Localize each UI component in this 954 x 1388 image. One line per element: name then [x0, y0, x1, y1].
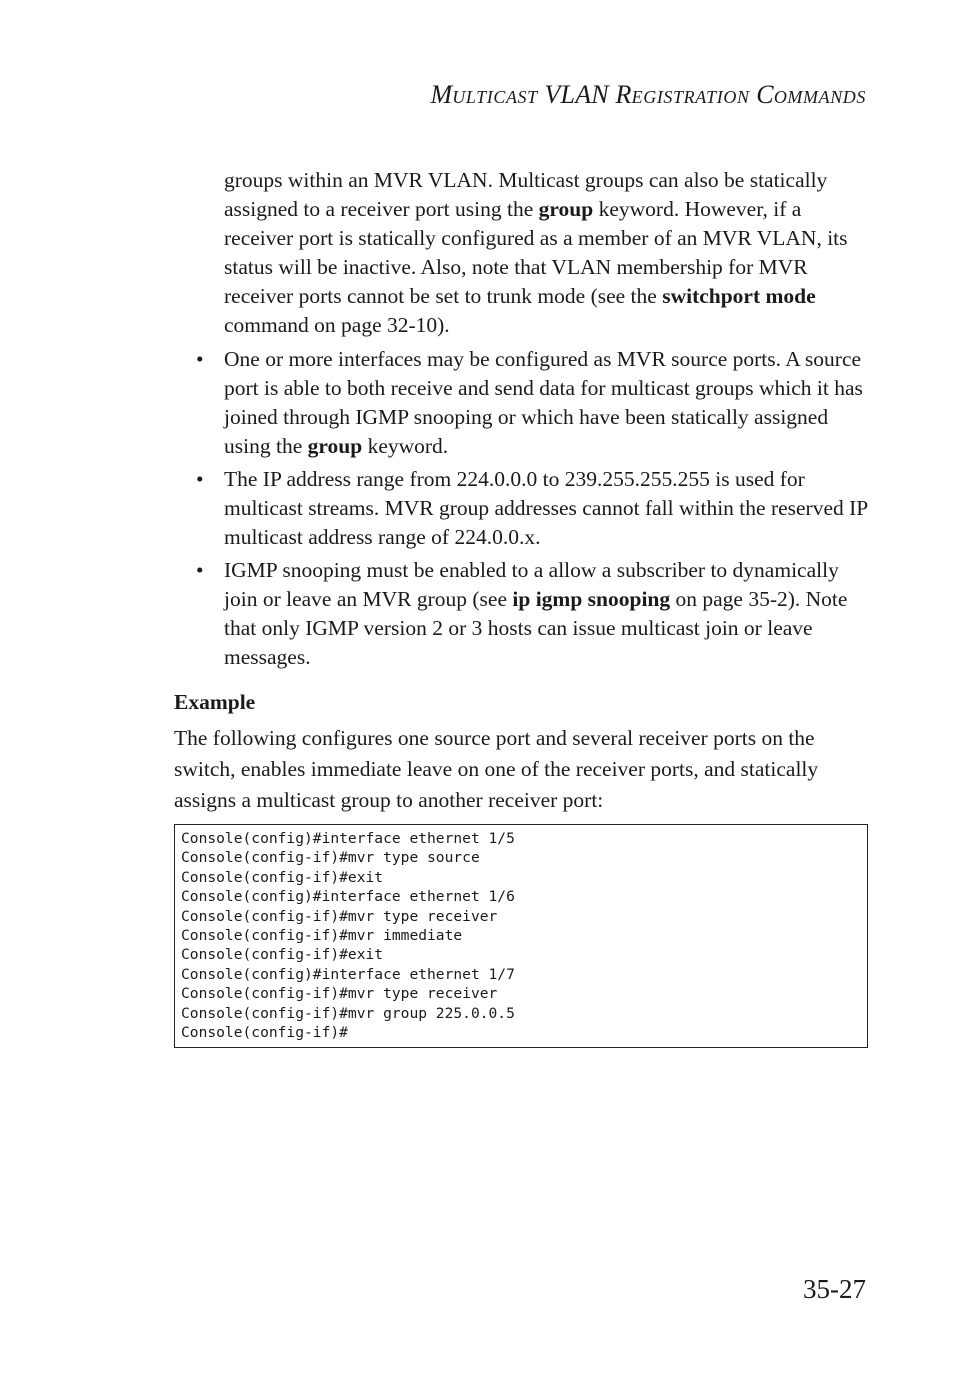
text-run: One or more interfaces may be configured as MVR source ports. A source port is able to both receive and send data for multicast groups which it has joined through IGMP snooping or which have been statically assigned using the — [224, 347, 863, 458]
keyword-text: group — [538, 197, 594, 221]
header-title-part: EGISTRATION — [631, 87, 750, 107]
code-line: Console(config-if)#mvr group 225.0.0.5 — [181, 1004, 515, 1022]
text-run: The IP address range from 224.0.0.0 to 239.255.255.255 is used for multicast streams. MVR group addresses cannot fall within the reserved IP multicast address range of 224.0.0.x. — [224, 467, 868, 549]
continuation-paragraph — [224, 166, 874, 340]
header-title-part: M — [430, 80, 453, 109]
code-line: Console(config-if)#mvr type source — [181, 849, 480, 867]
code-line: Console(config-if)#mvr immediate — [181, 927, 463, 945]
text-run: keyword. — [362, 434, 449, 458]
keyword-text: switchport mode — [662, 284, 816, 308]
header-title-part: C — [749, 80, 774, 109]
running-header — [430, 80, 866, 110]
text-run: on page 35-2). Note that only IGMP version 2 or 3 hosts can issue multicast join or leave messages. — [224, 587, 848, 669]
header-title-part: R — [615, 80, 632, 109]
header-title-part: VLAN — [537, 80, 616, 109]
code-line: Console(config)#interface ethernet 1/7 — [181, 965, 515, 983]
page-content — [174, 166, 874, 1048]
page-number: 35-27 — [803, 1274, 866, 1304]
bullet-item — [174, 345, 874, 461]
text-run: command on page 32-10). — [224, 313, 450, 337]
code-example-box — [174, 824, 868, 1048]
bullet-marker: • — [196, 467, 204, 491]
code-line: Console(config)#interface ethernet 1/6 — [181, 888, 515, 906]
code-line: Console(config)#interface ethernet 1/5 — [181, 830, 515, 847]
code-line: Console(config-if)#exit — [181, 946, 384, 964]
code-line: Console(config-if)#mvr type receiver — [181, 907, 498, 925]
bullet-item — [174, 465, 874, 552]
bullet-marker: • — [196, 558, 204, 582]
text-run: keyword. However, if a receiver port is statically configured as a member of an MVR VLAN, its status will be inactive. Also, note that VLAN membership for MVR receiver ports cannot be set to trunk mode (see the — [224, 197, 848, 308]
bullet-list — [174, 345, 874, 672]
bullet-marker: • — [196, 347, 204, 371]
code-line: Console(config-if)# — [181, 1024, 348, 1042]
example-description: The following configures one source port and several receiver ports on the switch, enables immediate leave on one of the receiver ports, and statically assigns a multicast group to another receiver port: — [174, 726, 819, 812]
header-title-part: ULTICAST — [452, 87, 538, 107]
code-line: Console(config-if)#mvr type receiver — [181, 985, 498, 1003]
example-heading: Example — [174, 690, 256, 714]
code-line: Console(config-if)#exit — [181, 868, 384, 886]
header-title-part: OMMANDS — [773, 87, 866, 107]
text-run: IGMP snooping must be enabled to a allow a subscriber to dynamically join or leave an MVR group (see — [224, 558, 839, 611]
keyword-text: group — [307, 434, 363, 458]
keyword-text: ip igmp snooping — [512, 587, 671, 611]
text-run: groups within an MVR VLAN. Multicast groups can also be statically assigned to a receiver port using the — [224, 168, 828, 221]
bullet-item — [174, 556, 874, 672]
